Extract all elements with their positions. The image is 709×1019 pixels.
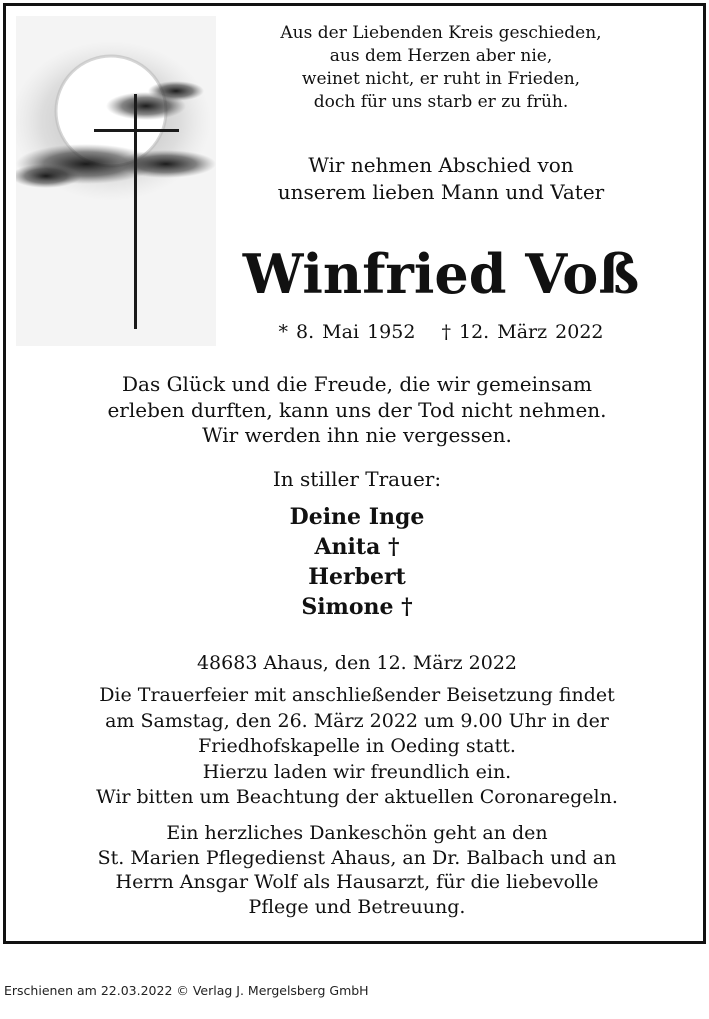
family-member: Simone † xyxy=(301,594,413,620)
funeral-line: Die Trauerfeier mit anschließender Beisetzung findet xyxy=(99,684,615,706)
thanks-line: Pflege und Betreuung. xyxy=(248,895,466,918)
intro-text xyxy=(246,152,636,206)
funeral-info xyxy=(26,683,688,811)
funeral-line: Friedhofskapelle in Oeding statt. xyxy=(198,735,516,757)
birth-date: * 8. Mai 1952 xyxy=(278,321,416,343)
memorial-quote xyxy=(26,372,688,449)
poem xyxy=(246,22,636,114)
publication-footer: Erschienen am 22.03.2022 © Verlag J. Mergelsberg GmbH xyxy=(4,983,369,998)
family-member: Anita † xyxy=(314,534,400,560)
quote-line: Wir werden ihn nie vergessen. xyxy=(202,423,512,447)
poem-line: weinet nicht, er ruht in Frieden, xyxy=(301,69,581,89)
intro-line: Wir nehmen Abschied von xyxy=(308,153,574,177)
thanks-line: Herrn Ansgar Wolf als Hausarzt, für die liebevolle xyxy=(115,871,599,893)
life-dates xyxy=(236,319,646,345)
poem-line: doch für uns starb er zu früh. xyxy=(313,92,569,112)
family-list xyxy=(26,502,688,622)
death-date: † 12. März 2022 xyxy=(441,321,604,343)
poem-line: aus dem Herzen aber nie, xyxy=(329,46,553,66)
place-date: 48683 Ahaus, den 12. März 2022 xyxy=(196,652,518,674)
funeral-line: Hierzu laden wir freundlich ein. xyxy=(202,760,512,783)
funeral-line: am Samstag, den 26. März 2022 um 9.00 Uhr in der xyxy=(105,709,609,732)
deceased-name: Winfried Voß xyxy=(242,242,640,306)
quote-line: Das Glück und die Freude, die wir gemeinsam xyxy=(121,372,593,396)
thanks-text xyxy=(26,821,688,919)
family-member: Herbert xyxy=(308,564,406,590)
cross-over-moon-icon xyxy=(16,16,216,346)
intro-line: unserem lieben Mann und Vater xyxy=(277,180,605,204)
thanks-line: Ein herzliches Dankeschön geht an den xyxy=(166,822,548,844)
poem-line: Aus der Liebenden Kreis geschieden, xyxy=(280,23,602,43)
family-member: Deine Inge xyxy=(289,504,425,530)
quote-line: erleben durften, kann uns der Tod nicht nehmen. xyxy=(107,397,607,422)
thanks-line: St. Marien Pflegedienst Ahaus, an Dr. Balbach und an xyxy=(97,846,617,869)
funeral-line: Wir bitten um Beachtung der aktuellen Coronaregeln. xyxy=(96,786,618,808)
mourning-label: In stiller Trauer: xyxy=(272,467,442,491)
obituary-notice xyxy=(3,3,706,944)
